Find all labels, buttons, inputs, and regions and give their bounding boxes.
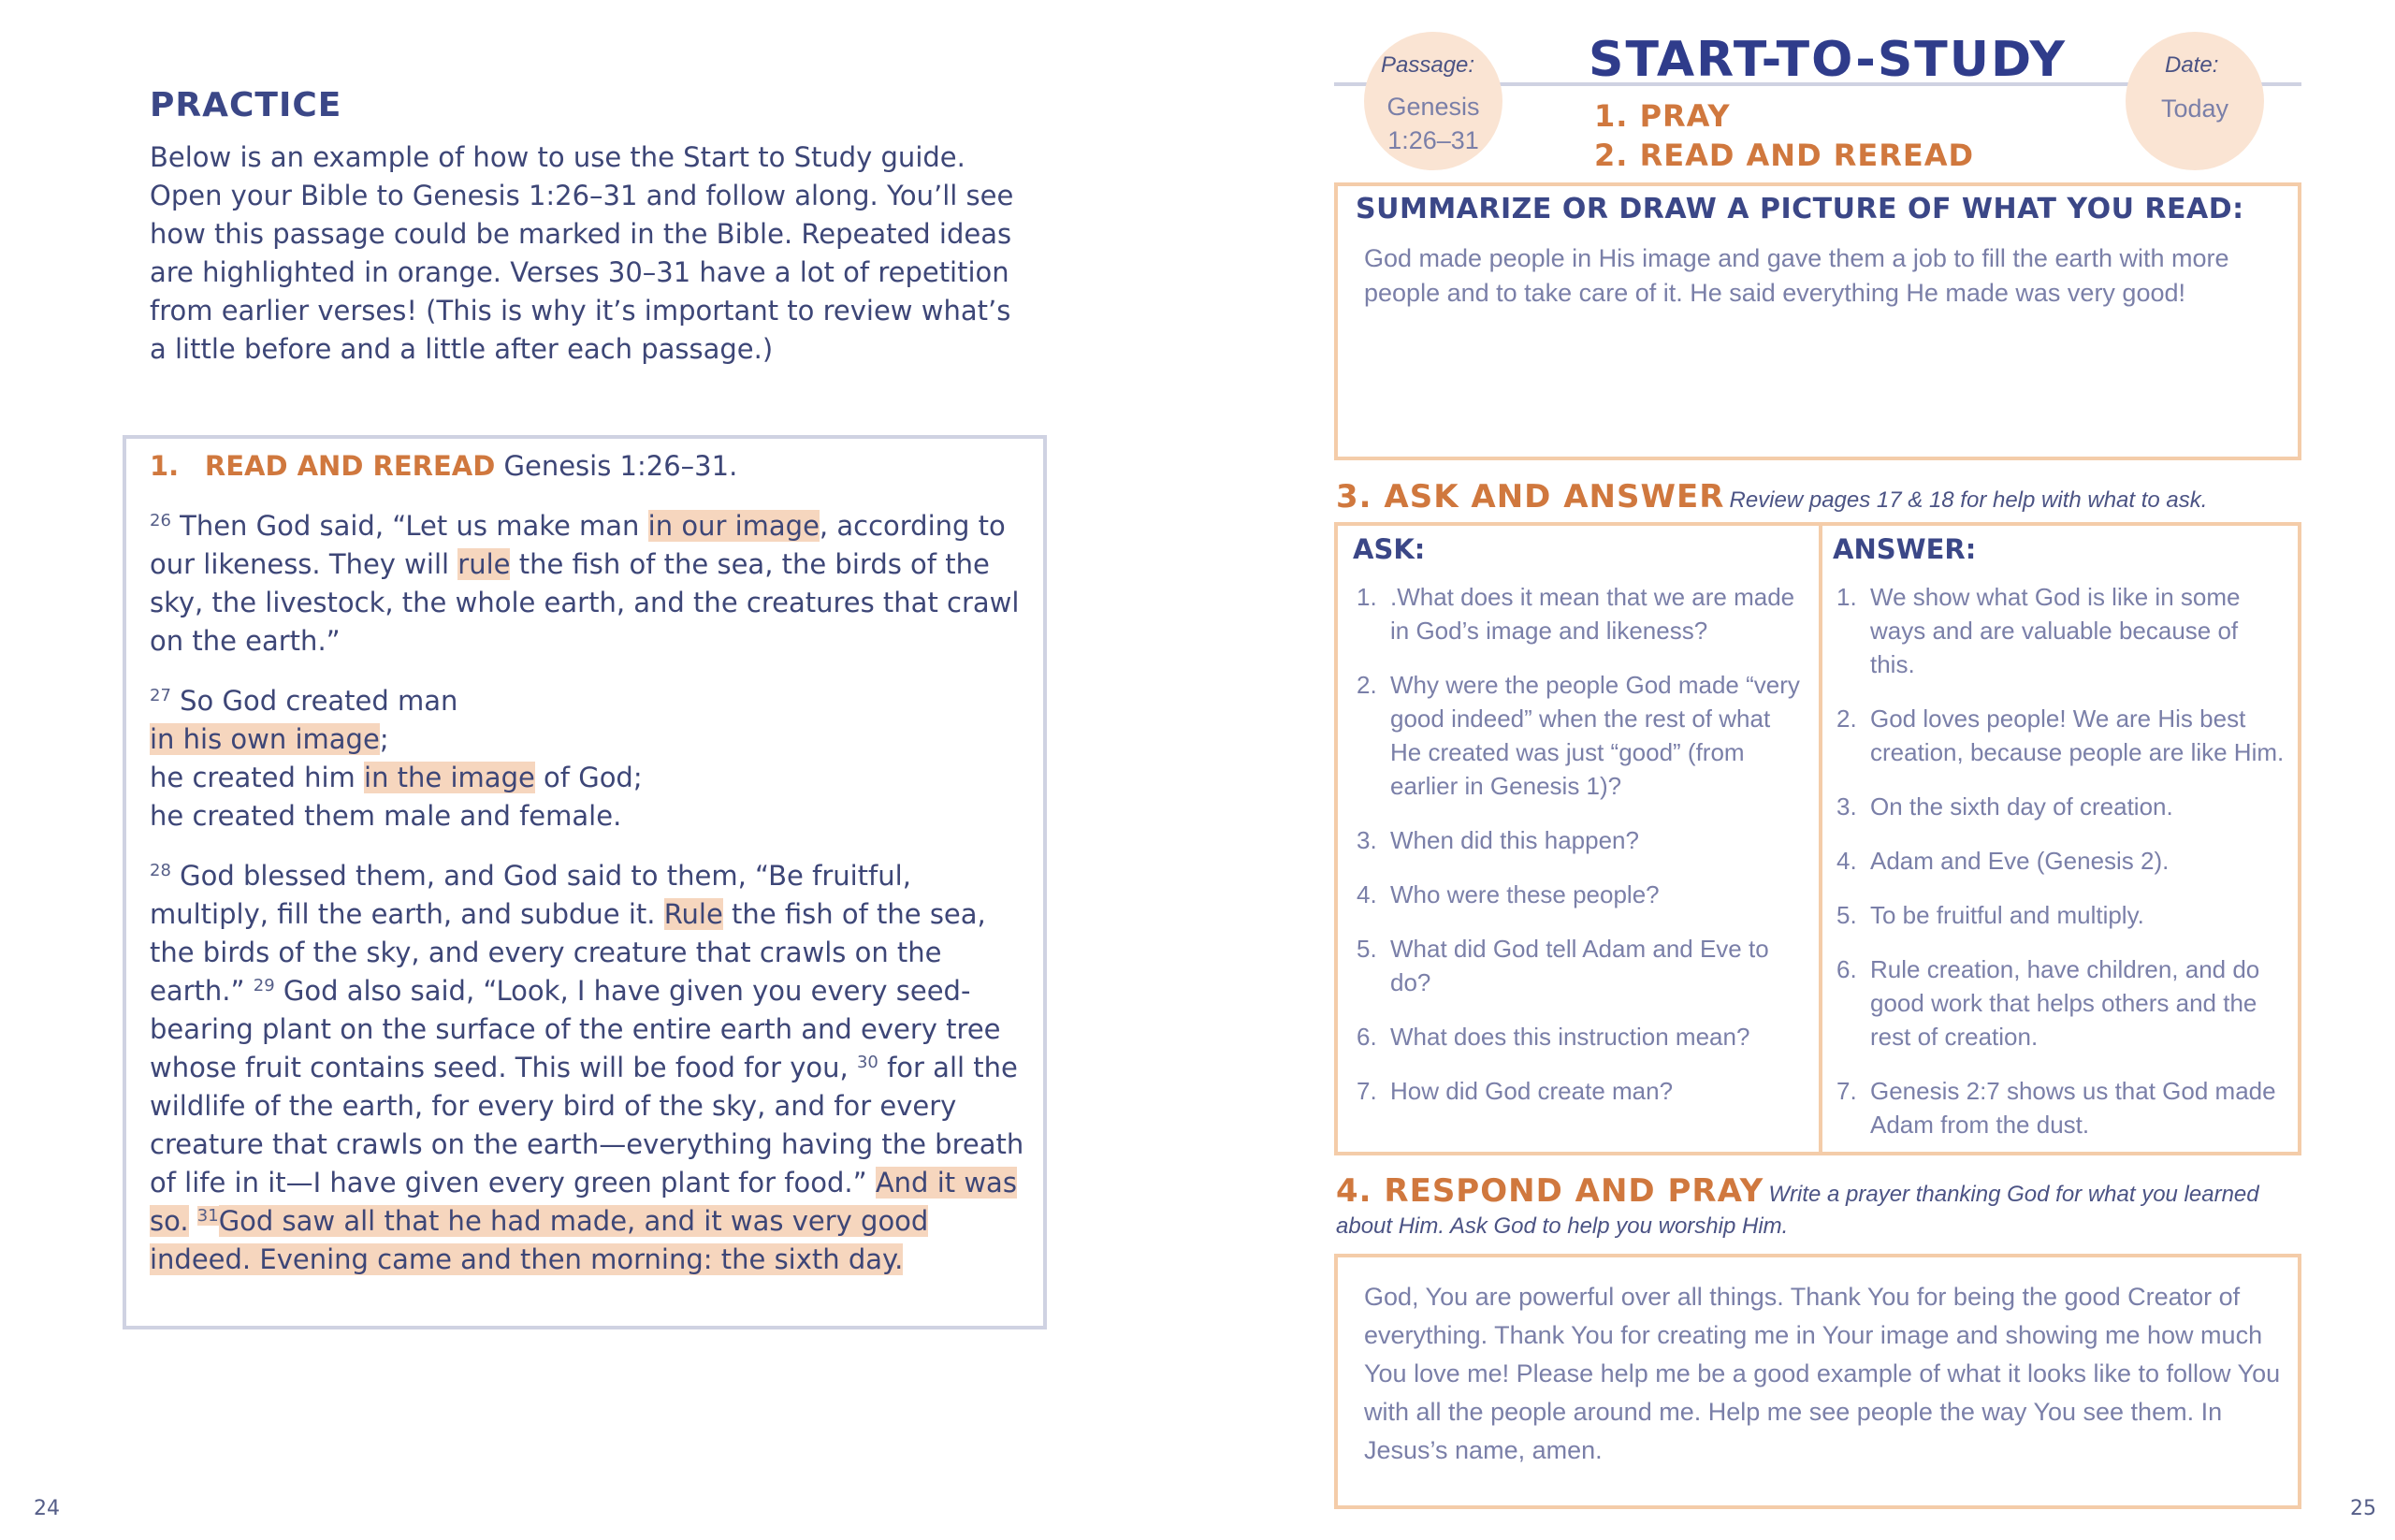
verse-number: 31	[196, 1206, 219, 1226]
respond-pray-note: Write a prayer thanking God for what you learned about Him. Ask God to help you worship Him.	[1336, 1182, 2259, 1239]
answer-item	[1836, 580, 2286, 681]
passage-verses: 1:26–31	[1387, 126, 1479, 154]
passage-value	[1364, 90, 1502, 157]
verse-number: 26	[150, 511, 171, 530]
answer-item	[1836, 844, 2286, 878]
verse-text: , according to our likeness. They will	[150, 510, 1006, 580]
question-number: 6.	[1357, 1023, 1377, 1051]
question-text: What does this instruction mean?	[1390, 1023, 1750, 1051]
answer-item	[1836, 790, 2286, 823]
question-text: .What does it mean that we are made in God’s image and likeness?	[1390, 583, 1795, 645]
answer-number: 6.	[1836, 955, 1857, 983]
question-number: 2.	[1357, 671, 1377, 699]
date-label: Date:	[2165, 52, 2219, 78]
highlight: And it was so.	[150, 1167, 1017, 1237]
answer-number: 4.	[1836, 847, 1857, 875]
summary-heading: SUMMARIZE OR DRAW A PICTURE OF WHAT YOU READ:	[1356, 193, 2244, 225]
question-text: Why were the people God made “very good indeed” when the rest of what He created was just “good” (from earlier in Genesis 1)?	[1390, 671, 1800, 800]
verse-text: for all the wildlife of the earth, for every bird of the sky, and for every creature that crawls on the earth—everything having the breath of life in it—I have given every green plant for food.”	[150, 1052, 1024, 1199]
answer-number: 3.	[1836, 792, 1857, 821]
read-step-number: 1.	[150, 450, 180, 482]
question-item	[1357, 878, 1804, 911]
answer-text: God loves people! We are His best creation, because people are like Him.	[1870, 705, 2285, 766]
question-text: How did God create man?	[1390, 1077, 1674, 1105]
column-divider	[1819, 522, 1822, 1155]
highlight: God saw all that he had made, and it was very good indeed. Evening came and then morning: the sixth day.	[150, 1205, 929, 1275]
page-number-right: 25	[2350, 1497, 2376, 1520]
step-pray: 1. PRAY	[1594, 98, 1731, 134]
question-number: 3.	[1357, 826, 1377, 854]
step-read-reread: 2. READ AND REREAD	[1594, 138, 1975, 173]
scripture-passage	[150, 447, 1024, 1300]
highlight: in our image	[647, 510, 820, 542]
passage-circle	[1364, 32, 1502, 170]
passage-book: Genesis	[1386, 93, 1480, 121]
answer-number: 2.	[1836, 705, 1857, 733]
question-number: 1.	[1357, 583, 1377, 611]
date-circle	[2126, 32, 2264, 170]
practice-title: PRACTICE	[150, 86, 342, 124]
answer-text: On the sixth day of creation.	[1870, 792, 2173, 821]
question-text: Who were these people?	[1390, 880, 1660, 908]
verse-27	[150, 682, 1024, 835]
read-step-reference: Genesis 1:26–31.	[503, 450, 738, 482]
question-number: 5.	[1357, 935, 1377, 963]
verse-28-31	[150, 857, 1024, 1279]
verse-text: ;	[379, 723, 389, 755]
verse-text: God also said, “Look, I have given you every seed-bearing plant on the surface of the entire earth and every tree whose fruit contains seed. This will be food for you,	[150, 975, 1001, 1083]
question-list	[1357, 580, 1804, 1128]
verse-text: Then God said, “Let us make man	[170, 510, 648, 542]
highlight: in his own image	[150, 723, 380, 755]
start-to-study-title: START-TO-STUDY	[1589, 32, 2068, 88]
answer-text: Rule creation, have children, and do good work that helps others and the rest of creation.	[1870, 955, 2260, 1051]
highlight: in the image	[364, 762, 535, 793]
question-item	[1357, 1074, 1804, 1108]
answer-text: To be fruitful and multiply.	[1870, 901, 2144, 929]
question-number: 4.	[1357, 880, 1377, 908]
question-item	[1357, 823, 1804, 857]
answer-column-heading: ANSWER:	[1833, 533, 1977, 565]
prayer-text: God, You are powerful over all things. Thank You for being the good Creator of everything. Thank You for creating me in Your image and showing me how much You love me! Please help me be a good example of what it looks like to follow You with all the people around me. Help me see people the way You see them. In Jesus’s name, amen.	[1364, 1283, 2281, 1464]
date-value: Today	[2160, 94, 2229, 123]
answer-number: 1.	[1836, 583, 1857, 611]
question-text: When did this happen?	[1390, 826, 1639, 854]
verse-number: 29	[253, 976, 275, 995]
verse-number: 30	[856, 1053, 878, 1072]
practice-intro: Below is an example of how to use the Start to Study guide. Open your Bible to Genesis 1:26–31 and follow along. You’ll see how this passage could be marked in the Bible. Repeated ideas are highlighted in orange. Verses 30–31 have a lot of repetition from earlier verses! (This is why it’s important to review what’s a little before and a little after each passage.)	[150, 141, 1014, 365]
answer-item	[1836, 702, 2286, 769]
verse-text: of God;	[534, 762, 643, 793]
ask-answer-heading	[1336, 478, 2207, 516]
verse-text: God blessed them, and God said to them, “Be fruitful, multiply, fill the earth, and subdue it.	[150, 860, 911, 930]
page-number-left: 24	[34, 1497, 60, 1520]
question-item	[1357, 932, 1804, 999]
question-text: What did God tell Adam and Eve to do?	[1390, 935, 1769, 996]
answer-item	[1836, 898, 2286, 932]
highlight: rule	[457, 548, 511, 580]
ask-answer-title: 3. ASK AND ANSWER	[1336, 478, 1725, 516]
answer-item	[1836, 952, 2286, 1053]
question-item	[1357, 1020, 1804, 1053]
question-item	[1357, 580, 1804, 647]
respond-pray-heading	[1336, 1172, 2309, 1243]
passage-label: Passage:	[1381, 52, 1475, 78]
read-step-heading	[150, 447, 1024, 486]
summary-text: God made people in His image and gave them a job to fill the earth with more people and to take care of it. He said everything He made was very good!	[1364, 244, 2229, 307]
verse-text: he created him	[150, 762, 365, 793]
answer-text: We show what God is like in some ways and are valuable because of this.	[1870, 583, 2241, 678]
verse-text: So God created man	[170, 685, 458, 717]
answer-text: Genesis 2:7 shows us that God made Adam from the dust.	[1870, 1077, 2276, 1139]
answer-number: 5.	[1836, 901, 1857, 929]
read-step-label: READ AND REREAD	[204, 450, 496, 482]
answer-text: Adam and Eve (Genesis 2).	[1870, 847, 2170, 875]
verse-text: the fish of the sea, the birds of the sky, and every creature that crawls on the earth.”	[150, 898, 986, 1007]
question-number: 7.	[1357, 1077, 1377, 1105]
answer-number: 7.	[1836, 1077, 1857, 1105]
answer-list	[1836, 580, 2286, 1162]
ask-answer-note: Review pages 17 & 18 for help with what to ask.	[1729, 487, 2208, 513]
verse-number: 27	[150, 686, 171, 705]
respond-pray-title: 4. RESPOND AND PRAY	[1336, 1172, 1764, 1210]
highlight: Rule	[663, 898, 723, 930]
verse-text: he created them male and female.	[150, 800, 622, 832]
answer-item	[1836, 1074, 2286, 1141]
verse-26	[150, 507, 1024, 661]
verse-text: the fish of the sea, the birds of the sky, the livestock, the whole earth, and the creatures that crawl on the earth.”	[150, 548, 1020, 657]
verse-number: 28	[150, 861, 171, 880]
question-item	[1357, 668, 1804, 803]
ask-column-heading: ASK:	[1353, 533, 1426, 565]
